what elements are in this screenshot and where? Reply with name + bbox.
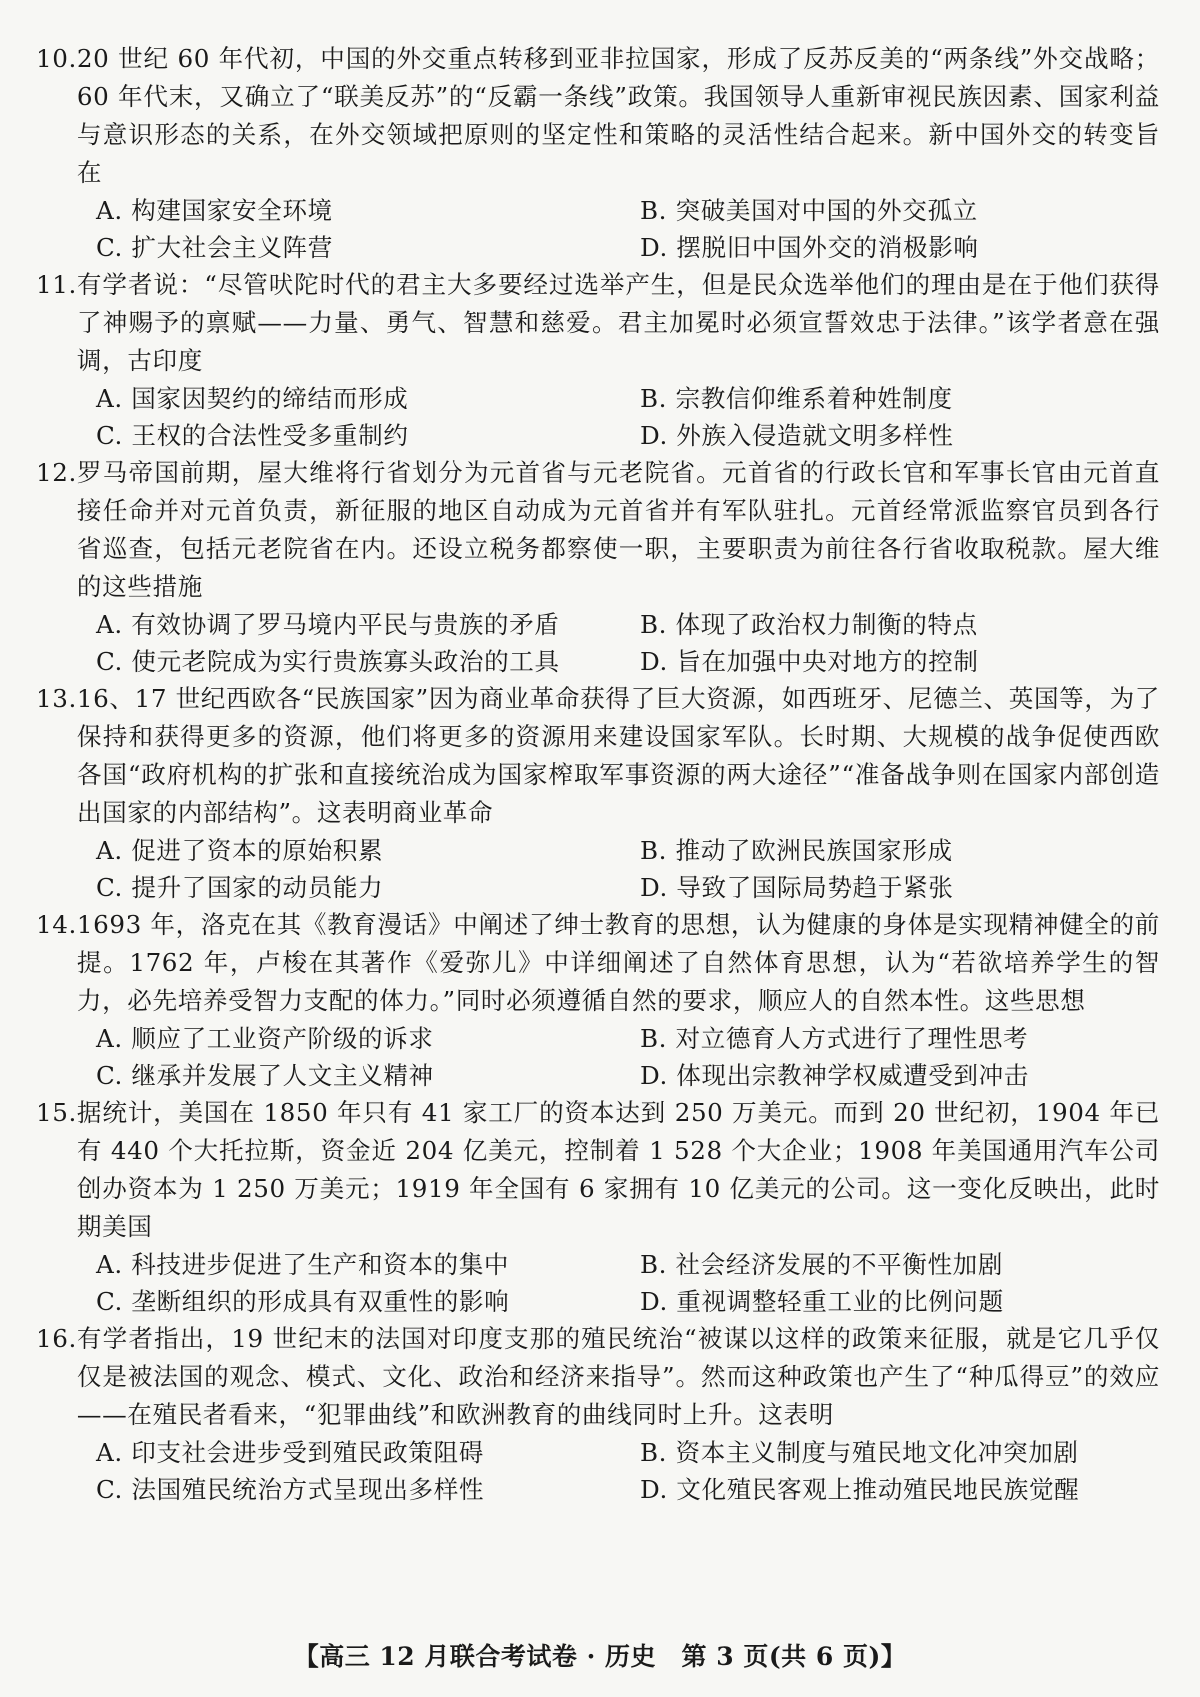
- answer-options: [36, 1246, 1160, 1320]
- question-item: [36, 454, 1160, 680]
- answer-option: B. 体现了政治权力制衡的特点: [640, 610, 978, 639]
- question-list: [36, 40, 1160, 1508]
- answer-option: C. 提升了国家的动员能力: [96, 873, 384, 902]
- question-number: 15.: [36, 1098, 77, 1127]
- answer-option: B. 推动了欧洲民族国家形成: [640, 836, 953, 865]
- answer-option: D. 文化殖民客观上推动殖民地民族觉醒: [640, 1475, 1080, 1504]
- answer-option: C. 王权的合法性受多重制约: [96, 421, 409, 450]
- answer-option: D. 摆脱旧中国外交的消极影响: [640, 233, 979, 262]
- answer-option: A. 有效协调了罗马境内平民与贵族的矛盾: [96, 610, 560, 639]
- answer-options: [36, 1020, 1160, 1094]
- answer-option: D. 体现出宗教神学权威遭受到冲击: [640, 1061, 1029, 1090]
- question-number: 13.: [36, 684, 77, 713]
- answer-option: A. 科技进步促进了生产和资本的集中: [96, 1250, 510, 1279]
- answer-option: C. 继承并发展了人文主义精神: [96, 1061, 434, 1090]
- answer-option: C. 垄断组织的形成具有双重性的影响: [96, 1287, 510, 1316]
- question-text: 罗马帝国前期，屋大维将行省划分为元首省与元老院省。元首省的行政长官和军事长官由元首直接任命并对元首负责，新征服的地区自动成为元首省并有军队驻扎。元首经常派监察官员到各行省巡查，包括元老院省在内。还设立税务都察使一职，主要职责为前往各行省收取税款。屋大维的这些措施: [76, 458, 1160, 601]
- question-stem: [36, 680, 1160, 832]
- question-text: 1693 年，洛克在其《教育漫话》中阐述了绅士教育的思想，认为健康的身体是实现精神健全的前提。1762 年，卢梭在其著作《爱弥儿》中详细阐述了自然体育思想，认为“若欲培养学生的智力，必先培养受智力支配的体力。”同时必须遵循自然的要求，顺应人的自然本性。这些思想: [76, 910, 1160, 1015]
- question-number: 14.: [36, 910, 77, 939]
- answer-option: A. 促进了资本的原始积累: [96, 836, 384, 865]
- answer-option: B. 突破美国对中国的外交孤立: [640, 196, 978, 225]
- question-stem: [36, 906, 1160, 1020]
- answer-options: [36, 1434, 1160, 1508]
- question-item: [36, 266, 1160, 454]
- question-stem: [36, 1320, 1160, 1434]
- answer-option: B. 对立德育人方式进行了理性思考: [640, 1024, 1029, 1053]
- page-footer: 【高三 12 月联合考试卷 · 历史 第 3 页(共 6 页)】: [293, 1642, 907, 1671]
- question-item: [36, 1094, 1160, 1320]
- question-item: [36, 680, 1160, 906]
- answer-option: A. 印支社会进步受到殖民政策阻碍: [96, 1438, 484, 1467]
- question-text: 16、17 世纪西欧各“民族国家”因为商业革命获得了巨大资源，如西班牙、尼德兰、英国等，为了保持和获得更多的资源，他们将更多的资源用来建设国家军队。长时期、大规模的战争促使西欧各国“政府机构的扩张和直接统治成为国家榨取军事资源的两大途径”“准备战争则在国家内部创造出国家的内部结构”。这表明商业革命: [76, 684, 1160, 827]
- answer-option: C. 使元老院成为实行贵族寡头政治的工具: [96, 647, 560, 676]
- answer-option: B. 资本主义制度与殖民地文化冲突加剧: [640, 1438, 1079, 1467]
- question-item: [36, 906, 1160, 1094]
- answer-option: C. 扩大社会主义阵营: [96, 233, 333, 262]
- question-stem: [36, 1094, 1160, 1246]
- answer-options: [36, 192, 1160, 266]
- question-number: 10.: [36, 44, 77, 73]
- question-item: [36, 40, 1160, 266]
- answer-option: A. 顺应了工业资产阶级的诉求: [96, 1024, 434, 1053]
- question-stem: [36, 40, 1160, 192]
- answer-option: D. 导致了国际局势趋于紧张: [640, 873, 954, 902]
- question-number: 11.: [36, 270, 77, 299]
- question-item: [36, 1320, 1160, 1508]
- answer-option: D. 旨在加强中央对地方的控制: [640, 647, 979, 676]
- question-text: 有学者说：“尽管吠陀时代的君主大多要经过选举产生，但是民众选举他们的理由是在于他们获得了神赐予的禀赋——力量、勇气、智慧和慈爱。君主加冕时必须宣誓效忠于法律。”该学者意在强调，古印度: [76, 270, 1160, 375]
- answer-option: D. 重视调整轻重工业的比例问题: [640, 1287, 1004, 1316]
- answer-options: [36, 380, 1160, 454]
- answer-option: B. 宗教信仰维系着种姓制度: [640, 384, 953, 413]
- answer-option: B. 社会经济发展的不平衡性加剧: [640, 1250, 1004, 1279]
- answer-options: [36, 832, 1160, 906]
- question-stem: [36, 454, 1160, 606]
- answer-options: [36, 606, 1160, 680]
- answer-option: C. 法国殖民统治方式呈现出多样性: [96, 1475, 485, 1504]
- question-number: 12.: [36, 458, 77, 487]
- question-text: 20 世纪 60 年代初，中国的外交重点转移到亚非拉国家，形成了反苏反美的“两条线”外交战略；60 年代末，又确立了“联美反苏”的“反霸一条线”政策。我国领导人重新审视民族因素、国家利益与意识形态的关系，在外交领域把原则的坚定性和策略的灵活性结合起来。新中国外交的转变旨在: [76, 44, 1160, 187]
- answer-option: A. 国家因契约的缔结而形成: [96, 384, 409, 413]
- question-stem: [36, 266, 1160, 380]
- question-number: 16.: [36, 1324, 77, 1353]
- answer-option: D. 外族入侵造就文明多样性: [640, 421, 954, 450]
- question-text: 据统计，美国在 1850 年只有 41 家工厂的资本达到 250 万美元。而到 20 世纪初，1904 年已有 440 个大托拉斯，资金近 204 亿美元，控制着 1 528 个大企业；1908 年美国通用汽车公司创办资本为 1 250 万美元；1919 年全国有 6 家拥有 10 亿美元的公司。这一变化反映出，此时期美国: [76, 1098, 1160, 1241]
- question-text: 有学者指出，19 世纪末的法国对印度支那的殖民统治“被谋以这样的政策来征服，就是它几乎仅仅是被法国的观念、模式、文化、政治和经济来指导”。然而这种政策也产生了“种瓜得豆”的效应——在殖民者看来，“犯罪曲线”和欧洲教育的曲线同时上升。这表明: [76, 1324, 1160, 1429]
- answer-option: A. 构建国家安全环境: [96, 196, 333, 225]
